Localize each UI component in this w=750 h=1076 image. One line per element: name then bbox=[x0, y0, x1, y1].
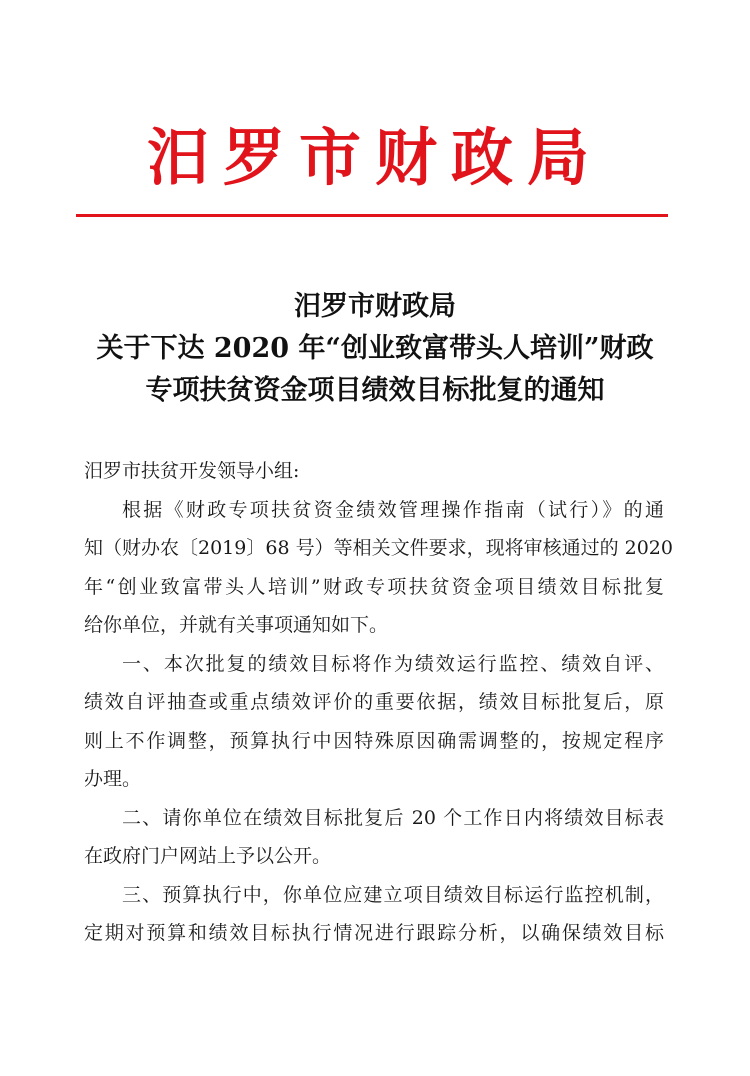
paragraph-line: 定期对预算和绩效目标执行情况进行跟踪分析，以确保绩效目标 bbox=[84, 922, 664, 944]
paragraph-line: 在政府门户网站上予以公开。 bbox=[84, 845, 332, 867]
paragraph-1 bbox=[84, 491, 673, 645]
title-line-3: 专项扶贫资金项目绩效目标批复的通知 bbox=[145, 375, 605, 406]
paragraph-line: 绩效自评抽查或重点绩效评价的重要依据，绩效目标批复后，原 bbox=[84, 691, 664, 713]
masthead-red-rule bbox=[76, 214, 668, 217]
salutation: 汨罗市扶贫开发领导小组: bbox=[84, 460, 300, 482]
title-line-2: 关于下达 2020 年“创业致富带头人培训”财政 bbox=[96, 333, 654, 364]
paragraph-4 bbox=[84, 876, 664, 953]
paragraph-line: 年“创业致富带头人培训”财政专项扶贫资金项目绩效目标批复 bbox=[84, 575, 664, 598]
paragraph-line: 一、本次批复的绩效目标将作为绩效运行监控、绩效自评、 bbox=[122, 652, 664, 675]
paragraph-3 bbox=[84, 799, 664, 876]
masthead-title: 汨罗市财政局 bbox=[146, 121, 603, 194]
title-line-1: 汨罗市财政局 bbox=[294, 291, 456, 322]
paragraph-2 bbox=[84, 645, 664, 799]
paragraph-line: 根据《财政专项扶贫资金绩效管理操作指南（试行）》的通 bbox=[122, 498, 664, 521]
paragraph-line: 办理。 bbox=[84, 768, 142, 790]
paragraph-line: 则上不作调整，预算执行中因特殊原因确需调整的，按规定程序 bbox=[84, 729, 664, 752]
paragraph-line: 二、请你单位在绩效目标批复后 20 个工作日内将绩效目标表 bbox=[122, 806, 664, 829]
document-body bbox=[84, 452, 673, 953]
paragraph-line: 三、预算执行中，你单位应建立项目绩效目标运行监控机制， bbox=[122, 883, 664, 906]
paragraph-line: 知（财办农〔2019〕68 号）等相关文件要求，现将审核通过的 2020 bbox=[84, 537, 673, 559]
document-title bbox=[40, 286, 710, 412]
paragraph-line: 给你单位，并就有关事项通知如下。 bbox=[84, 614, 389, 636]
